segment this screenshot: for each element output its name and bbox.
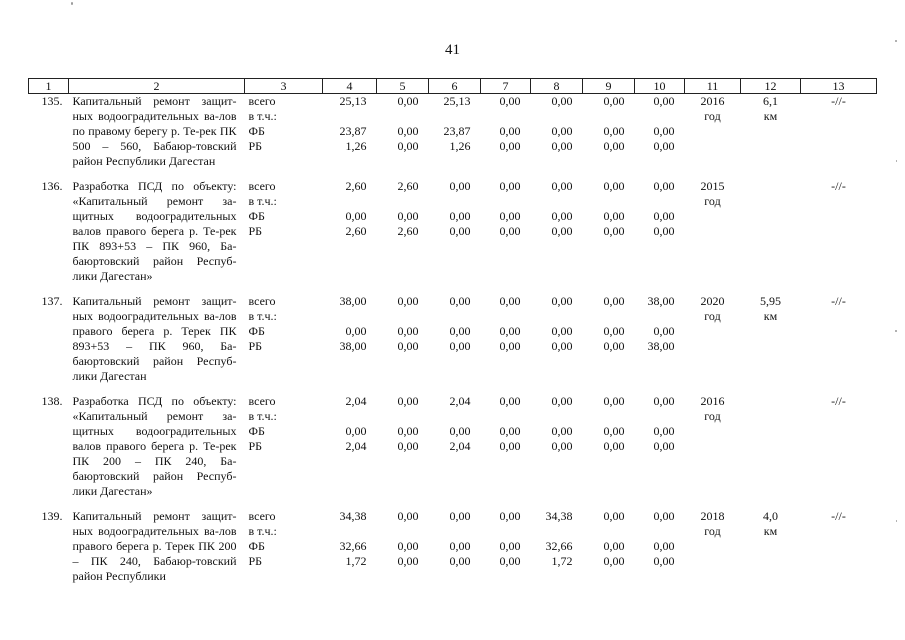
value: 38,00	[647, 294, 675, 308]
value: 0,00	[449, 539, 471, 553]
value	[531, 309, 573, 324]
value-cell	[583, 94, 635, 180]
value: 25,13	[443, 94, 471, 108]
value: 0,00	[603, 94, 625, 108]
value: 0,00	[499, 124, 521, 138]
value: 0,00	[345, 424, 367, 438]
year-text: год	[704, 309, 721, 323]
row-description: Разработка ПСД по объекту: «Капитальный ремонт за-щитных водооградительных валов правого берега р. Те-рек ПК 200 – ПК 240, Ба-баюртовский район Респуб-лики Дагестан»	[72, 394, 237, 498]
value: 0,00	[397, 339, 419, 353]
value: 25,13	[339, 94, 367, 108]
value: 0,00	[603, 554, 625, 568]
row-description: Разработка ПСД по объекту: «Капитальный ремонт за-щитных водооградительных валов правого берега р. Те-рек ПК 893+53 – ПК 960, Ба-баюртовский район Респуб-лики Дагестан»	[72, 179, 237, 283]
value: 23,87	[443, 124, 471, 138]
value-cell	[377, 394, 429, 509]
column-header: 12	[741, 79, 801, 94]
table-row	[29, 179, 877, 294]
value: 2,60	[397, 224, 419, 238]
value: 0,00	[449, 554, 471, 568]
value-cell	[635, 179, 685, 294]
completion-year	[685, 94, 741, 180]
value-cell	[635, 509, 685, 594]
value-cell	[429, 394, 481, 509]
value	[429, 194, 471, 209]
value: 0,00	[449, 324, 471, 338]
row-number: 139.	[41, 509, 63, 523]
value-cell	[323, 509, 377, 594]
value-cell	[429, 509, 481, 594]
row-number: 136.	[41, 179, 63, 193]
year-text: год	[704, 524, 721, 538]
scan-speck	[896, 520, 897, 522]
program-table	[28, 78, 877, 594]
value: 0,00	[551, 394, 573, 408]
column-header: 5	[377, 79, 429, 94]
value-cell	[531, 179, 583, 294]
row-description: Капитальный ремонт защит-ных водооградительных ва-лов по правому берегу р. Те-рек ПК 500 – 560, Бабаюр-товский район Республики Дагестан	[72, 94, 237, 168]
value: 2,04	[449, 439, 471, 453]
value: 0,00	[551, 324, 573, 338]
value-cell	[635, 94, 685, 180]
value-cell	[635, 294, 685, 394]
value: 32,66	[339, 539, 367, 553]
value-cell	[481, 509, 531, 594]
funding-label: в т.ч.:	[248, 109, 277, 123]
value	[531, 109, 573, 124]
value: 2,60	[345, 224, 367, 238]
funding-label: ФБ	[248, 424, 265, 438]
column-header: 6	[429, 79, 481, 94]
value: 0,00	[551, 339, 573, 353]
value-cell	[583, 394, 635, 509]
capacity-text: км	[763, 524, 778, 538]
value: 0,00	[603, 339, 625, 353]
funding-label: РБ	[248, 439, 263, 453]
value	[377, 194, 419, 209]
funding-label: ФБ	[248, 209, 265, 223]
value	[429, 109, 471, 124]
value	[377, 109, 419, 124]
year-text: 2020	[700, 294, 725, 308]
value-cell	[323, 394, 377, 509]
value: 0,00	[653, 224, 675, 238]
value: 0,00	[603, 179, 625, 193]
value	[481, 109, 521, 124]
value: 38,00	[647, 339, 675, 353]
value	[323, 109, 367, 124]
value-cell	[531, 294, 583, 394]
value: 2,60	[397, 179, 419, 193]
value: 0,00	[653, 94, 675, 108]
value: 0,00	[499, 324, 521, 338]
value	[377, 409, 419, 424]
value: 0,00	[499, 424, 521, 438]
value: 2,60	[345, 179, 367, 193]
value	[583, 524, 625, 539]
value: 0,00	[397, 439, 419, 453]
value	[377, 524, 419, 539]
column-header: 4	[323, 79, 377, 94]
value: 0,00	[449, 294, 471, 308]
value-cell	[429, 294, 481, 394]
value-cell	[377, 179, 429, 294]
value: 0,00	[397, 139, 419, 153]
value: 0,00	[653, 139, 675, 153]
funding-label: РБ	[248, 139, 263, 153]
row-number: 138.	[41, 394, 63, 408]
value-cell	[377, 294, 429, 394]
value: 1,72	[345, 554, 367, 568]
value	[531, 524, 573, 539]
value: 0,00	[653, 179, 675, 193]
capacity	[741, 394, 801, 509]
capacity-text: км	[763, 309, 778, 323]
value-cell	[481, 179, 531, 294]
value: 0,00	[499, 94, 521, 108]
funding-label: РБ	[248, 224, 263, 238]
value: 0,00	[653, 324, 675, 338]
value: 32,66	[545, 539, 573, 553]
value: 1,26	[345, 139, 367, 153]
value	[481, 524, 521, 539]
funding-label: ФБ	[248, 539, 265, 553]
value: 0,00	[603, 124, 625, 138]
value: 0,00	[499, 209, 521, 223]
value	[323, 194, 367, 209]
value	[429, 524, 471, 539]
value: 0,00	[653, 509, 675, 523]
value: 0,00	[551, 294, 573, 308]
table-row	[29, 509, 877, 594]
value: 0,00	[603, 224, 625, 238]
funding-label: всего	[248, 179, 276, 193]
value: 38,00	[339, 339, 367, 353]
value-cell	[531, 94, 583, 180]
value: 0,00	[551, 94, 573, 108]
value: 0,00	[499, 179, 521, 193]
value-cell	[531, 509, 583, 594]
value	[323, 524, 367, 539]
value	[583, 194, 625, 209]
value: 0,00	[397, 509, 419, 523]
scan-speck	[895, 40, 897, 42]
value	[635, 409, 675, 424]
row-number: 137.	[41, 294, 63, 308]
value: 0,00	[449, 509, 471, 523]
table-row	[29, 94, 877, 180]
value: 0,00	[653, 394, 675, 408]
scan-speck	[896, 160, 897, 162]
capacity	[741, 294, 801, 394]
value: 2,04	[345, 439, 367, 453]
value: 0,00	[653, 209, 675, 223]
value-cell	[583, 179, 635, 294]
value: 0,00	[397, 539, 419, 553]
value-cell	[583, 294, 635, 394]
value: 0,00	[499, 394, 521, 408]
capacity	[741, 94, 801, 180]
value: 0,00	[397, 554, 419, 568]
value-cell	[323, 179, 377, 294]
value: 34,38	[545, 509, 573, 523]
table-row	[29, 394, 877, 509]
value	[481, 409, 521, 424]
value: 0,00	[603, 424, 625, 438]
capacity	[741, 509, 801, 594]
capacity-text: 6,1	[763, 94, 778, 108]
value	[323, 309, 367, 324]
column-header: 8	[531, 79, 583, 94]
value: 2,04	[345, 394, 367, 408]
year-text: 2016	[700, 394, 725, 408]
value: 0,00	[499, 439, 521, 453]
column-header: 9	[583, 79, 635, 94]
value	[481, 309, 521, 324]
value: 0,00	[345, 324, 367, 338]
value	[635, 109, 675, 124]
funding-label: в т.ч.:	[248, 309, 277, 323]
value	[481, 194, 521, 209]
year-text: год	[704, 194, 721, 208]
scan-speck	[895, 330, 897, 332]
value: 0,00	[499, 539, 521, 553]
table-row	[29, 294, 877, 394]
funding-labels	[245, 394, 323, 509]
value	[635, 524, 675, 539]
funding-labels	[245, 509, 323, 594]
funding-label: всего	[248, 94, 276, 108]
value: 0,00	[603, 539, 625, 553]
completion-year	[685, 179, 741, 294]
table-body	[29, 94, 877, 595]
value-cell	[323, 294, 377, 394]
note: -//-	[831, 94, 846, 108]
completion-year	[685, 294, 741, 394]
funding-labels	[245, 294, 323, 394]
year-text: 2016	[700, 94, 725, 108]
capacity	[741, 179, 801, 294]
column-header: 7	[481, 79, 531, 94]
value: 0,00	[551, 224, 573, 238]
value: 0,00	[499, 139, 521, 153]
value: 0,00	[449, 209, 471, 223]
value: 0,00	[551, 124, 573, 138]
note: -//-	[831, 394, 846, 408]
value: 0,00	[603, 439, 625, 453]
value: 0,00	[397, 294, 419, 308]
funding-label: всего	[248, 509, 276, 523]
value	[377, 309, 419, 324]
year-text: 2018	[700, 509, 725, 523]
scan-speck	[71, 2, 73, 5]
value: 0,00	[449, 424, 471, 438]
value: 0,00	[397, 424, 419, 438]
value	[429, 409, 471, 424]
page-number: 41	[445, 42, 460, 58]
funding-label: в т.ч.:	[248, 409, 277, 423]
funding-label: в т.ч.:	[248, 194, 277, 208]
value	[583, 409, 625, 424]
funding-label: РБ	[248, 554, 263, 568]
value: 0,00	[603, 394, 625, 408]
table-header	[29, 79, 877, 94]
column-header: 3	[245, 79, 323, 94]
value: 0,00	[397, 124, 419, 138]
row-description: Капитальный ремонт защит-ных водооградительных ва-лов правого берега р. Терек ПК 200 – ПК 240, Бабаюр-товский район Республики	[72, 509, 237, 583]
column-header: 2	[69, 79, 245, 94]
capacity-text: км	[763, 109, 778, 123]
capacity-text: 4,0	[763, 509, 778, 523]
note: -//-	[831, 179, 846, 193]
value: 0,00	[499, 294, 521, 308]
value: 0,00	[551, 439, 573, 453]
value	[583, 309, 625, 324]
value: 2,04	[449, 394, 471, 408]
column-header: 11	[685, 79, 741, 94]
funding-label: РБ	[248, 339, 263, 353]
value	[531, 409, 573, 424]
value-cell	[635, 394, 685, 509]
column-header: 1	[29, 79, 69, 94]
value: 0,00	[397, 394, 419, 408]
value: 0,00	[449, 339, 471, 353]
value-cell	[429, 94, 481, 180]
value: 0,00	[449, 224, 471, 238]
value	[531, 194, 573, 209]
value: 0,00	[499, 509, 521, 523]
value	[429, 309, 471, 324]
value-cell	[531, 394, 583, 509]
value: 0,00	[551, 179, 573, 193]
funding-label: всего	[248, 394, 276, 408]
value: 0,00	[449, 179, 471, 193]
value-cell	[481, 294, 531, 394]
note: -//-	[831, 509, 846, 523]
year-text: год	[704, 409, 721, 423]
value: 0,00	[345, 209, 367, 223]
completion-year	[685, 509, 741, 594]
value-cell	[429, 179, 481, 294]
value-cell	[377, 94, 429, 180]
value-cell	[481, 394, 531, 509]
year-text: 2015	[700, 179, 725, 193]
value: 0,00	[653, 124, 675, 138]
value: 0,00	[603, 139, 625, 153]
funding-labels	[245, 94, 323, 180]
value: 23,87	[339, 124, 367, 138]
value: 0,00	[603, 294, 625, 308]
year-text: год	[704, 109, 721, 123]
value	[323, 409, 367, 424]
value: 1,72	[551, 554, 573, 568]
value-cell	[377, 509, 429, 594]
value: 38,00	[339, 294, 367, 308]
value: 0,00	[653, 554, 675, 568]
value: 0,00	[653, 439, 675, 453]
value: 0,00	[603, 324, 625, 338]
column-header: 13	[801, 79, 877, 94]
funding-labels	[245, 179, 323, 294]
value: 0,00	[551, 139, 573, 153]
value	[635, 194, 675, 209]
value: 0,00	[397, 209, 419, 223]
value	[635, 309, 675, 324]
funding-label: в т.ч.:	[248, 524, 277, 538]
value: 0,00	[551, 424, 573, 438]
funding-label: ФБ	[248, 324, 265, 338]
completion-year	[685, 394, 741, 509]
value: 0,00	[499, 224, 521, 238]
row-description: Капитальный ремонт защит-ных водооградительных ва-лов правого берега р. Терек ПК 893+53 – ПК 960, Ба-баюртовский район Респуб-лики Дагестан	[72, 294, 237, 383]
value: 0,00	[499, 554, 521, 568]
value: 0,00	[603, 509, 625, 523]
capacity-text: 5,95	[760, 294, 781, 308]
value: 0,00	[397, 94, 419, 108]
value-cell	[481, 94, 531, 180]
value-cell	[323, 94, 377, 180]
row-number: 135.	[41, 94, 63, 108]
value: 1,26	[449, 139, 471, 153]
funding-label: ФБ	[248, 124, 265, 138]
value: 0,00	[551, 209, 573, 223]
value: 0,00	[653, 424, 675, 438]
column-header: 10	[635, 79, 685, 94]
value: 0,00	[499, 339, 521, 353]
value: 0,00	[397, 324, 419, 338]
value: 0,00	[653, 539, 675, 553]
value	[583, 109, 625, 124]
funding-label: всего	[248, 294, 276, 308]
note: -//-	[831, 294, 846, 308]
value: 34,38	[339, 509, 367, 523]
value-cell	[583, 509, 635, 594]
value: 0,00	[603, 209, 625, 223]
